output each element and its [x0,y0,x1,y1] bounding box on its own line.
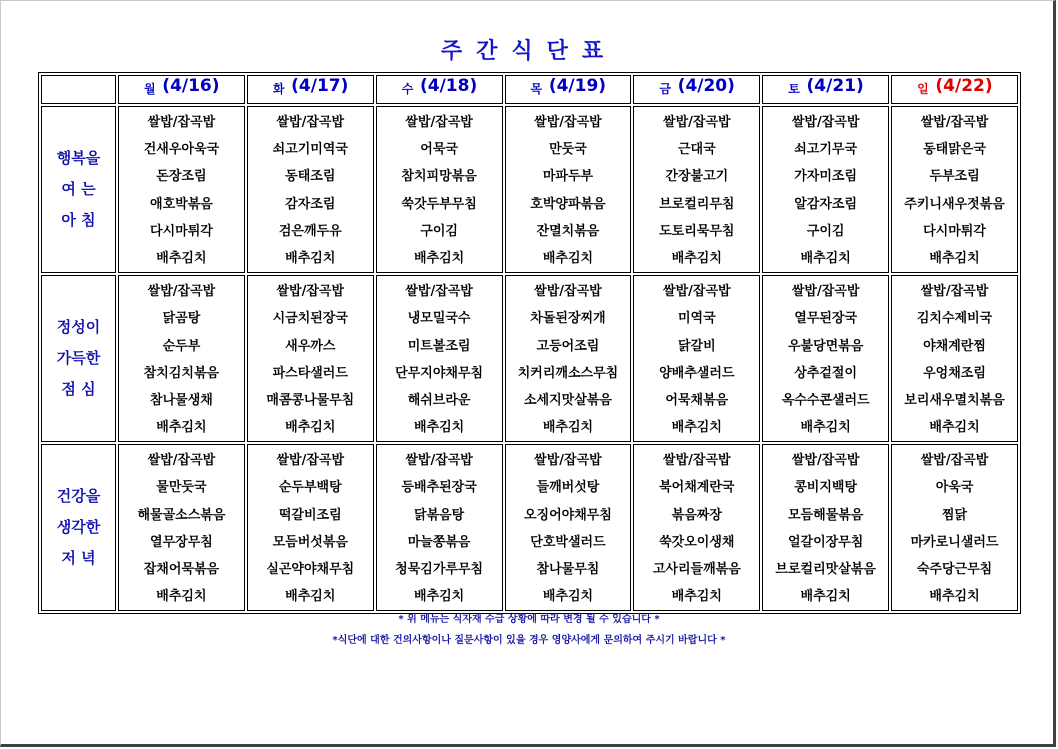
meal-label-line: 행복을 [56,149,101,168]
day-header-6 [891,75,1018,104]
menu-item: 소세지맛살볶음 [524,392,612,408]
menu-item: 얼갈이장무침 [787,534,864,550]
menu-item: 가자미조림 [794,169,858,185]
menu-item: 찜닭 [941,507,968,523]
menu-item: 잡채어묵볶음 [143,562,220,577]
menu-item: 마카로니샐러드 [910,534,999,550]
menu-item: 배추김치 [800,589,851,605]
menu-item: 쌀밥/잡곡밥 [276,115,345,130]
page-title: 주간식단표 [440,39,618,64]
menu-item: 미역국 [677,311,716,327]
menu-item: 다시마튀각 [923,223,986,239]
menu-item: 배추김치 [800,420,851,436]
menu-item: 고사리들깨볶음 [652,562,741,577]
calendar-day-icon: 목 [530,82,543,96]
menu-item: 떡갈비조림 [278,507,342,523]
menu-item: 배추김치 [929,589,980,605]
day-date-label: (4/21) [806,76,864,96]
day-date-label: (4/16) [162,76,220,96]
menu-item: 파스타샐러드 [272,365,348,381]
menu-item: 볶음짜장 [671,507,722,523]
menu-cell [633,275,760,442]
menu-item: 쌀밥/잡곡밥 [791,453,860,469]
menu-item: 양배추샐러드 [659,365,735,381]
menu-item: 시금치된장국 [272,311,348,327]
meal-label-line: 건강을 [56,487,101,506]
menu-item: 쌀밥/잡곡밥 [920,284,989,300]
menu-item: 쌀밥/잡곡밥 [920,115,989,130]
change-notice: * 위 메뉴는 식자재 수급 상황에 따라 변경 될 수 있습니다 * [398,614,660,625]
menu-item: 쌀밥/잡곡밥 [276,284,345,300]
calendar-day-icon: 토 [788,82,800,96]
menu-item: 등배추된장국 [401,480,477,496]
menu-item: 쌀밥/잡곡밥 [663,115,731,130]
menu-item: 쌀밥/잡곡밥 [147,115,216,130]
menu-cell [891,444,1018,611]
meal-label [41,444,116,611]
menu-item: 쌀밥/잡곡밥 [791,115,860,130]
menu-cell [505,275,632,442]
meal-label-line: 생각한 [56,518,101,537]
menu-item: 돈장조림 [156,169,207,185]
menu-item: 동태맑은국 [923,142,986,158]
menu-item: 배추김치 [671,420,722,436]
menu-item: 쌀밥/잡곡밥 [920,453,989,469]
meal-rows [41,106,1018,611]
menu-item: 배추김치 [542,420,594,436]
meal-label [41,106,116,273]
menu-item: 만둣국 [549,142,587,158]
menu-item: 청묵김가루무침 [395,562,484,577]
menu-item: 호박양파볶음 [530,196,606,212]
menu-cell [376,106,503,273]
menu-item: 오징어야채무침 [524,507,612,523]
calendar-day-icon: 화 [272,82,285,96]
menu-item: 쌀밥/잡곡밥 [791,284,860,300]
menu-item: 숙주당근무침 [916,562,993,577]
menu-item: 검은깨두유 [278,223,342,239]
menu-item: 순두부백탕 [278,480,342,496]
weekly-menu-table [38,72,1021,614]
menu-item: 배추김치 [542,250,594,266]
menu-item: 건새우아욱국 [143,142,220,158]
day-date-label: (4/22) [935,76,993,96]
menu-item: 배추김치 [671,589,722,605]
meal-label [41,275,116,442]
menu-item: 쑥갓오이생채 [659,534,735,550]
menu-item: 쌀밥/잡곡밥 [147,284,216,300]
day-header-3 [505,75,632,104]
menu-cell [633,444,760,611]
menu-item: 도토리묵무침 [659,223,735,239]
menu-item: 야채계란찜 [923,338,986,354]
calendar-day-icon: 수 [401,82,414,96]
menu-item: 참나물무침 [536,562,600,577]
menu-item: 미트볼조림 [407,338,471,354]
menu-item: 쌀밥/잡곡밥 [276,453,345,469]
menu-item: 우엉채조림 [923,365,986,381]
menu-cell [891,106,1018,273]
menu-item: 배추김치 [671,250,722,266]
day-header-0 [118,75,245,104]
menu-item: 단무지야채무침 [395,365,484,381]
calendar-day-icon: 금 [659,82,671,96]
menu-cell [247,444,374,611]
menu-item: 열무된장국 [794,311,858,327]
menu-item: 실곤약야채무침 [266,562,355,577]
menu-cell [376,275,503,442]
menu-item: 마파두부 [542,169,594,185]
menu-item: 배추김치 [156,420,207,436]
menu-item: 단호박샐러드 [530,534,606,550]
menu-item: 배추김치 [929,420,980,436]
menu-item: 닭볶음탕 [413,507,465,523]
menu-item: 배추김치 [413,420,465,436]
day-header-4 [633,75,760,104]
calendar-day-icon: 월 [144,82,156,96]
corner-cell [41,75,116,104]
menu-item: 브로컬리맛살볶음 [775,562,876,577]
menu-cell [762,444,889,611]
meal-label-line: 여 는 [61,180,96,199]
menu-cell [633,106,760,273]
menu-item: 고등어조림 [536,338,600,354]
meal-label-line: 가득한 [56,349,101,368]
meal-label-line: 저 녁 [61,549,96,568]
day-header-2 [376,75,503,104]
menu-item: 보리새우멸치볶음 [904,392,1005,408]
menu-item: 매콤콩나물무침 [266,392,355,408]
menu-item: 물만둣국 [156,480,207,496]
menu-item: 열무장무침 [150,534,213,550]
menu-item: 감자조림 [285,196,336,212]
menu-item: 배추김치 [156,250,207,266]
meal-label-line: 정성이 [56,318,101,337]
menu-item: 어묵채볶음 [665,392,729,408]
menu-cell [891,275,1018,442]
menu-item: 쌀밥/잡곡밥 [147,453,216,469]
menu-item: 배추김치 [413,589,465,605]
menu-item: 알감자조림 [794,196,858,212]
menu-item: 애호박볶음 [150,196,213,212]
day-date-label: (4/17) [291,76,349,96]
menu-item: 아욱국 [935,480,974,496]
menu-item: 옥수수콘샐러드 [781,392,870,408]
menu-item: 마늘쫑볶음 [407,534,471,550]
menu-item: 쇠고기미역국 [272,142,348,158]
menu-item: 참나물생채 [150,392,213,408]
menu-item: 쌀밥/잡곡밥 [663,453,731,469]
menu-item: 콩비지백탕 [794,480,858,496]
menu-item: 쌀밥/잡곡밥 [534,453,602,469]
menu-item: 상추겉절이 [794,365,858,381]
menu-cell [505,444,632,611]
menu-item: 해물골소스볶음 [137,507,226,523]
menu-item: 쌀밥/잡곡밥 [534,115,602,130]
menu-item: 들깨버섯탕 [536,480,600,496]
menu-cell [247,106,374,273]
menu-item: 구이김 [806,223,845,239]
menu-item: 김치수제비국 [916,311,993,327]
menu-item: 배추김치 [413,250,465,266]
menu-item: 쌀밥/잡곡밥 [405,453,473,469]
meal-row [41,106,1018,273]
menu-item: 닭곰탕 [162,311,201,327]
menu-item: 쌀밥/잡곡밥 [405,115,473,130]
menu-item: 모듬해물볶음 [787,507,864,523]
day-date-label: (4/19) [548,76,607,96]
menu-item: 순두부 [162,338,201,354]
menu-cell [247,275,374,442]
menu-item: 다시마튀각 [150,223,213,239]
menu-item: 차돌된장찌개 [530,311,606,327]
menu-item: 쌀밥/잡곡밥 [405,284,473,300]
menu-item: 근대국 [677,142,716,158]
menu-item: 잔멸치볶음 [536,223,600,239]
menu-item: 참치피망볶음 [401,169,477,185]
inquiry-notice: *식단에 대한 건의사항이나 질문사항이 있을 경우 영양사에게 문의하여 주시기 바랍니다 * [332,635,726,646]
day-header-5 [762,75,889,104]
day-date-label: (4/20) [677,76,735,96]
menu-item: 쌀밥/잡곡밥 [663,284,731,300]
menu-cell [376,444,503,611]
menu-cell [762,106,889,273]
menu-item: 새우까스 [285,338,336,354]
menu-item: 배추김치 [156,589,207,605]
calendar-day-icon: 일 [917,82,929,96]
menu-cell [505,106,632,273]
menu-item: 어묵국 [420,142,458,158]
day-header-1 [247,75,374,104]
menu-cell [762,275,889,442]
menu-item: 배추김치 [285,589,336,605]
menu-cell [118,106,245,273]
meal-label-line: 점 심 [61,380,96,399]
menu-cell [118,275,245,442]
menu-item: 쑥갓두부무침 [401,196,477,212]
menu-item: 주키니새우젓볶음 [904,196,1005,212]
menu-item: 브로컬리무침 [659,196,735,212]
menu-item: 치커리깨소스무침 [517,365,619,381]
menu-item: 동태조림 [285,169,336,185]
menu-item: 간장불고기 [665,169,729,185]
meal-row [41,444,1018,611]
menu-item: 배추김치 [285,420,336,436]
menu-item: 배추김치 [285,250,336,266]
menu-item: 참치김치볶음 [143,365,220,381]
header-row [41,75,1018,104]
menu-item: 냉모밀국수 [407,311,471,327]
menu-item: 쇠고기무국 [794,142,858,158]
menu-item: 두부조림 [929,169,980,185]
menu-item: 쌀밥/잡곡밥 [534,284,602,300]
menu-item: 배추김치 [929,250,980,266]
meal-row [41,275,1018,442]
menu-item: 배추김치 [542,589,594,605]
menu-item: 배추김치 [800,250,851,266]
menu-item: 북어채계란국 [659,480,735,496]
menu-cell [118,444,245,611]
menu-item: 닭갈비 [677,338,716,354]
menu-item: 해쉬브라운 [407,392,471,408]
day-date-label: (4/18) [419,76,478,96]
menu-item: 구이김 [420,223,458,239]
menu-item: 우불당면볶음 [787,338,864,354]
meal-label-line: 아 침 [61,211,96,230]
menu-item: 모듬버섯볶음 [272,534,348,550]
